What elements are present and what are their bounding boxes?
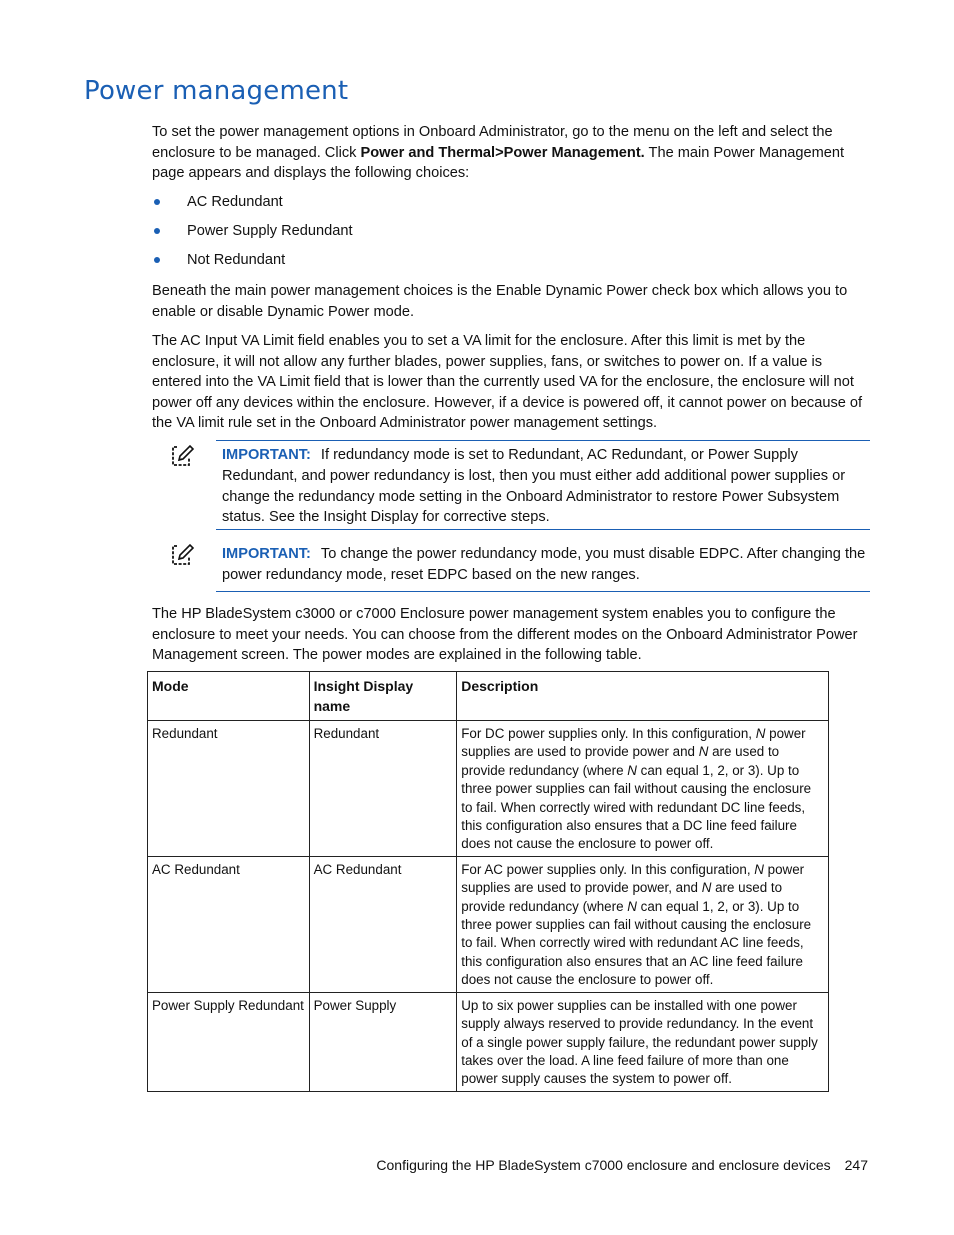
description-text: For DC power supplies only. In this configuration, bbox=[461, 726, 756, 741]
important-note bbox=[222, 544, 870, 586]
va-limit-paragraph: The AC Input VA Limit field enables you to set a VA limit for the enclosure. After this limit is met by the enclosure, it will not allow any further blades, power supplies, fans, or switches to power on. If a value is entered into the VA Limit field that is lower than the currently used VA for the enclosure, the enclosure will not power off any devices within the enclosure. However, if a device is powered off, it cannot power on because of the VA limit rule set in the Onboard Administrator power management settings. bbox=[152, 333, 863, 432]
important-label: IMPORTANT: bbox=[222, 546, 311, 562]
description-cell bbox=[457, 992, 829, 1091]
footer-text: Configuring the HP BladeSystem c7000 enclosure and enclosure devices bbox=[376, 1157, 831, 1173]
note-text: If redundancy mode is set to Redundant, AC Redundant, or Power Supply Redundant, and power redundancy is lost, then you must either add additional power supplies or change the redundancy mode setting in the Onboard Administrator to restore Power Subsystem status. See the Insight Display for corrective steps. bbox=[222, 447, 846, 526]
table-row bbox=[148, 992, 829, 1091]
description-text: can equal 1, 2, or 3). Up to three power supplies can fail without causing the enclosure to fail. When correctly wired with redundant AC line feeds, this configuration also ensures that an AC line feed failure does not cause the enclosure to power off. bbox=[461, 898, 812, 988]
menu-path: Power and Thermal>Power Management. bbox=[360, 144, 645, 161]
intro-paragraph bbox=[152, 122, 872, 184]
description-text: can equal 1, 2, or 3). Up to three power supplies can fail without causing the enclosure to fail. When correctly wired with redundant DC line feeds, this configuration also ensures that a DC line feed failure does not cause the enclosure to power off. bbox=[461, 762, 812, 852]
list-item: AC Redundant bbox=[152, 192, 353, 221]
list-item: Not Redundant bbox=[152, 250, 353, 279]
note-divider bbox=[216, 440, 870, 441]
note-text: To change the power redundancy mode, you must disable EDPC. After changing the power redundancy mode, reset EDPC based on the new ranges. bbox=[222, 546, 866, 583]
description-text: Up to six power supplies can be installed with one power supply always reserved to provide redundancy. In the event of a single power supply failure, the redundant power supply takes over the load. A line feed failure of more than one power supply causes the system to power off. bbox=[461, 997, 818, 1087]
variable-n: N bbox=[701, 880, 712, 896]
mode-cell: Power Supply Redundant bbox=[148, 992, 310, 1091]
table-header-row bbox=[148, 672, 829, 721]
note-divider bbox=[216, 529, 870, 530]
dynamic-power-paragraph: Beneath the main power management choices is the Enable Dynamic Power check box which allows you to enable or disable Dynamic Power mode. bbox=[152, 283, 848, 320]
choices-list bbox=[152, 192, 353, 279]
variable-n: N bbox=[755, 726, 766, 741]
important-note bbox=[222, 445, 870, 528]
display-name-cell: Power Supply bbox=[309, 992, 457, 1091]
list-item: Power Supply Redundant bbox=[152, 221, 353, 250]
intro-text-start: To set the power management options in Onboard Administrator, go to the menu on the left and select the enclosure to be managed. Click bbox=[152, 124, 833, 161]
display-name-cell: Redundant bbox=[309, 721, 457, 857]
column-header-display-name: Insight Display name bbox=[309, 672, 457, 721]
important-icon bbox=[170, 543, 194, 567]
modes-paragraph: The HP BladeSystem c3000 or c7000 Enclosure power management system enables you to configure the enclosure to meet your needs. You can choose from the different modes on the Onboard Administrator Power Management screen. The power modes are explained in the following table. bbox=[152, 606, 858, 664]
variable-n: N bbox=[754, 861, 764, 877]
table-row bbox=[148, 856, 829, 992]
description-cell bbox=[457, 721, 829, 857]
display-name-cell: AC Redundant bbox=[309, 856, 457, 992]
bullet-icon bbox=[154, 199, 160, 205]
variable-n: N bbox=[627, 762, 637, 778]
bullet-icon bbox=[154, 228, 160, 234]
important-label: IMPORTANT: bbox=[222, 447, 311, 463]
description-text: For AC power supplies only. In this configuration, bbox=[461, 861, 755, 877]
description-cell bbox=[457, 856, 829, 992]
bullet-icon bbox=[154, 257, 160, 263]
mode-cell: AC Redundant bbox=[148, 856, 310, 992]
column-header-mode: Mode bbox=[148, 672, 310, 721]
intro-text-end: The main Power Management page appears and displays the following choices: bbox=[152, 144, 845, 182]
note-divider bbox=[216, 591, 870, 592]
description-text: are used to provide redundancy (where bbox=[461, 744, 780, 778]
description-text: power supplies are used to provide power, and bbox=[461, 861, 805, 896]
variable-n: N bbox=[627, 898, 637, 914]
column-header-description: Description bbox=[457, 672, 829, 721]
description-text: power supplies are used to provide power and bbox=[461, 726, 806, 760]
page-title: Power management bbox=[84, 76, 349, 106]
page-number: 247 bbox=[844, 1157, 868, 1173]
important-icon bbox=[170, 444, 194, 468]
mode-cell: Redundant bbox=[148, 721, 310, 857]
page-footer bbox=[376, 1157, 868, 1173]
table-row bbox=[148, 721, 829, 857]
variable-n: N bbox=[698, 744, 709, 760]
description-text: are used to provide redundancy (where bbox=[461, 880, 783, 914]
power-modes-table bbox=[147, 671, 829, 1092]
